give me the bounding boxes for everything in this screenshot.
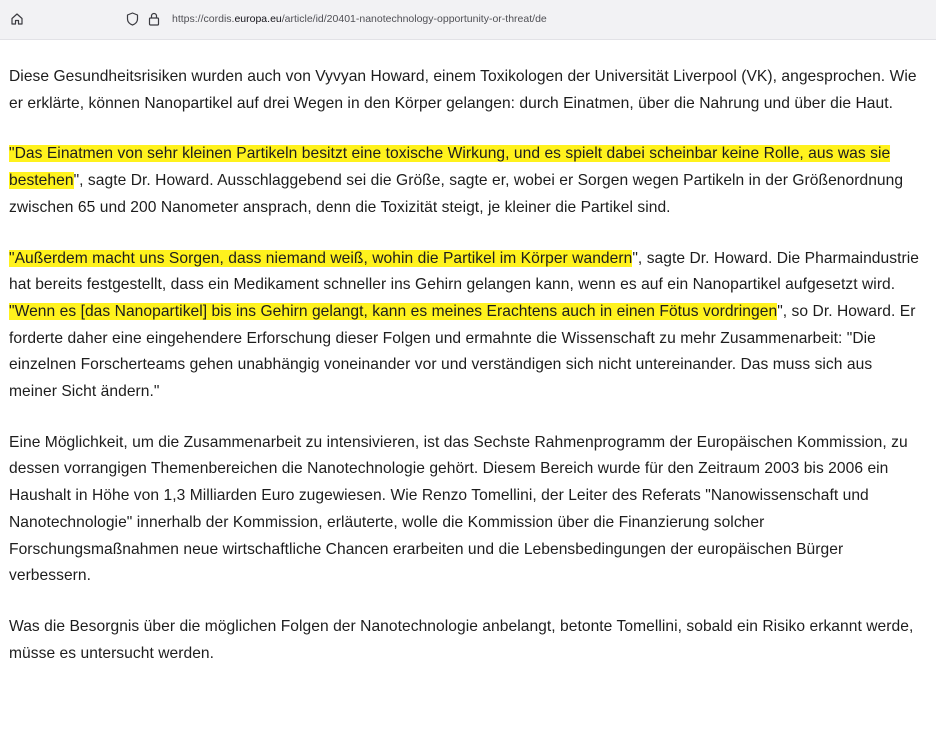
- browser-toolbar: [0, 0, 936, 40]
- highlighted-quote: "Das Einatmen von sehr kleinen Partikeln besitzt eine toxische Wirkung, und es spielt dabei scheinbar keine Rolle, aus was sie bestehen: [9, 145, 891, 190]
- url-domain: europa.eu: [234, 13, 282, 25]
- paragraph-2: [9, 141, 924, 221]
- address-bar[interactable]: [124, 6, 936, 32]
- paragraph-5: Was die Besorgnis über die möglichen Folgen der Nanotechnologie anbelangt, betonte Tomellini, sobald ein Risiko erkannt werde, müsse es untersucht werden.: [9, 617, 914, 662]
- tracking-protection-shield-icon[interactable]: [124, 11, 140, 27]
- highlighted-quote: "Wenn es [das Nanopartikel] bis ins Gehirn gelangt, kann es meines Erachtens auch in einen Fötus vordringen: [9, 302, 778, 320]
- home-icon: [10, 12, 24, 26]
- home-button[interactable]: [6, 8, 28, 30]
- paragraph-text: ", sagte Dr. Howard. Ausschlaggebend sei die Größe, sagte er, wobei er Sorgen wegen Partikeln in der Größenordnung zwischen 65 und 200 Nanometer ansprach, denn die Toxizität steigt, je kleiner die Partikel sind.: [9, 172, 904, 216]
- paragraph-1: Diese Gesundheitsrisiken wurden auch von Vyvyan Howard, einem Toxikologen der Universität Liverpool (VK), angesprochen. Wie er erklärte, können Nanopartikel auf drei Wegen in den Körper gelangen: durch Einatmen, über die Nahrung und über die Haut.: [9, 68, 917, 112]
- lock-icon[interactable]: [146, 11, 162, 27]
- url-text[interactable]: [172, 13, 547, 25]
- paragraph-text: ", so Dr. Howard. Er forderte daher eine eingehendere Erforschung dieser Folgen und ermahnte die Wissenschaft zu mehr Zusammenarbeit: "Die einzelnen Forscherteams gehen unabhängig voneinander vor und verständigen sich nicht untereinander. Das muss sich aus meiner Sicht ändern.": [9, 302, 916, 401]
- paragraph-3: [9, 246, 924, 406]
- paragraph-4: Eine Möglichkeit, um die Zusammenarbeit zu intensivieren, ist das Sechste Rahmenprogramm der Europäischen Kommission, zu dessen vorrangigen Themenbereichen die Nanotechnologie gehört. Diesem Bereich wurde für den Zeitraum 2003 bis 2006 ein Haushalt in Höhe von 1,3 Milliarden Euro zugewiesen. Wie Renzo Tomellini, der Leiter des Referats "Nanowissenschaft und Nanotechnologie" innerhalb der Kommission, erläuterte, wolle die Kommission über die Finanzierung solcher Forschungsmaßnahmen neue wirtschaftliche Chancen erarbeiten und die Lebensbedingungen der europäischen Bürger verbessern.: [9, 433, 908, 585]
- article-body: [9, 64, 924, 691]
- url-prefix: https://cordis.: [172, 13, 235, 25]
- paragraph-text: ", sagte Dr. Howard. Die Pharmaindustrie hat bereits festgestellt, dass ein Medikament schneller ins Gehirn gelangen kann, wenn es auf ein Nanopartikel aufgesetzt wird.: [9, 249, 919, 294]
- url-path: /article/id/20401-nanotechnology-opportunity-or-threat/de: [281, 13, 547, 25]
- highlighted-quote: "Außerdem macht uns Sorgen, dass niemand weiß, wohin die Partikel im Körper wandern: [9, 249, 633, 267]
